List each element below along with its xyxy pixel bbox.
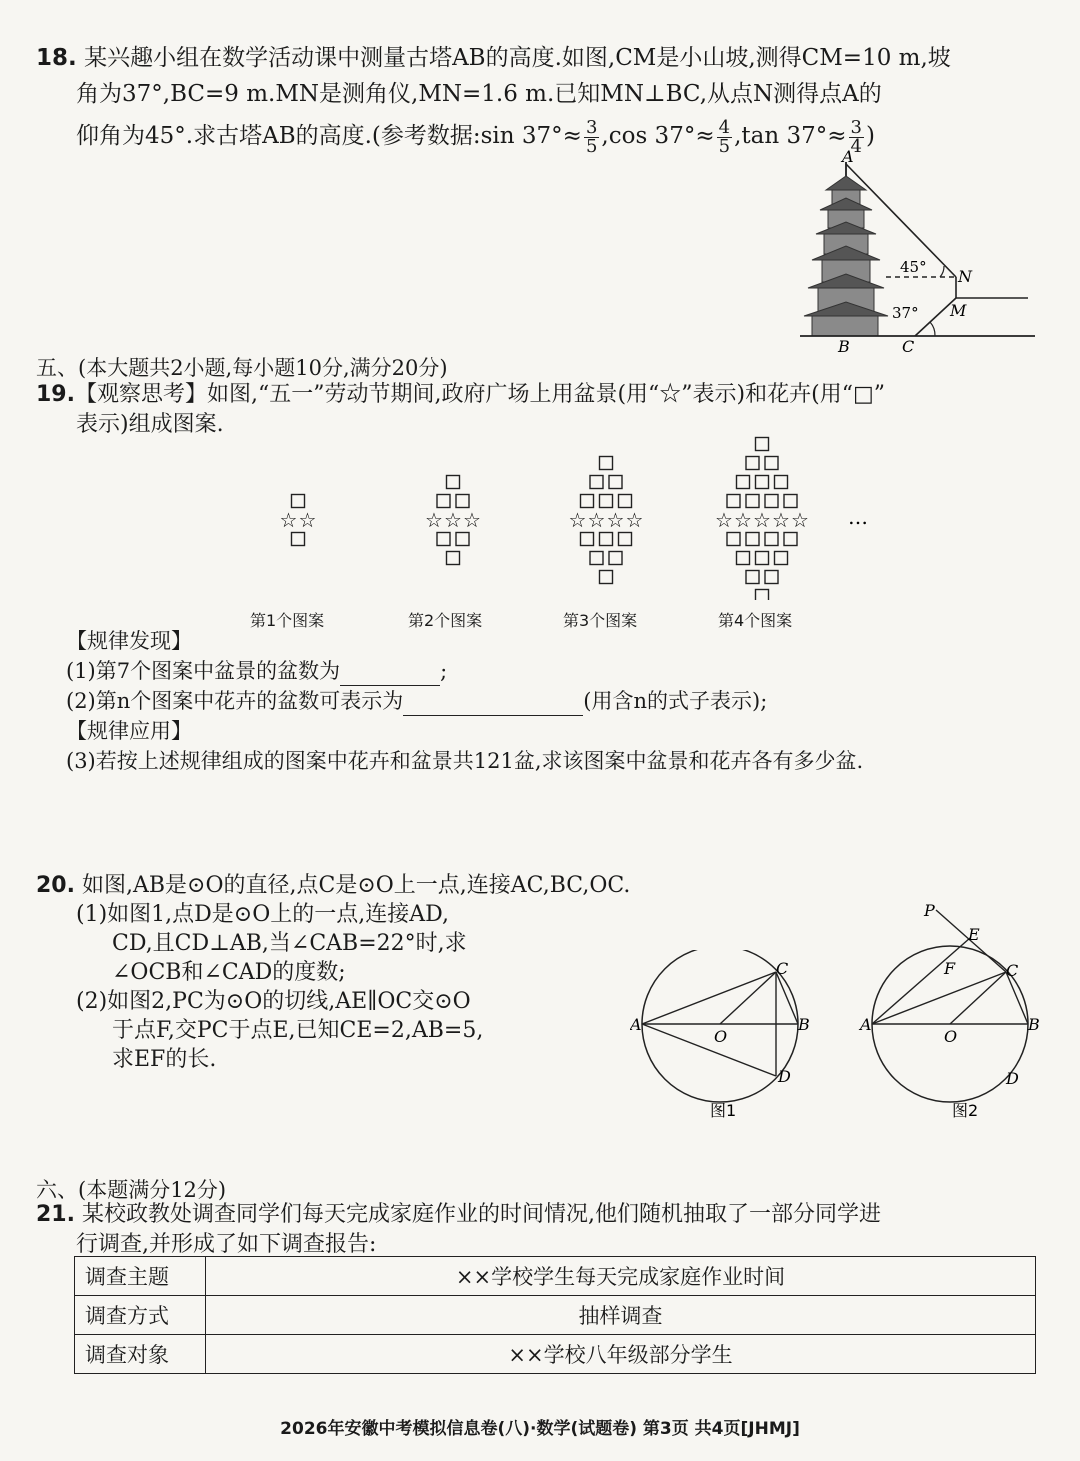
rule-application-title: 【规律应用】 xyxy=(66,719,192,743)
caption-pattern-4: 第4个图案 xyxy=(718,611,793,630)
flower-square xyxy=(784,533,797,546)
angle-45-arc xyxy=(940,266,944,277)
flower-square xyxy=(609,552,622,565)
q18-line1: 18. 某兴趣小组在数学活动课中测量古塔AB的高度.如图,CM是小山坡,测得CM=10 m,坡 xyxy=(36,45,951,71)
star-planter: ☆ xyxy=(606,508,625,532)
star-planter: ☆ xyxy=(791,508,809,532)
q18-number: 18. xyxy=(36,45,77,71)
fig1-caption: 图1 xyxy=(710,1101,737,1120)
star-planter: ☆ xyxy=(734,508,752,532)
pattern-ellipsis: … xyxy=(848,505,868,529)
flower-square xyxy=(765,495,778,508)
pagoda-figure xyxy=(790,150,1050,360)
flower-square xyxy=(619,495,632,508)
star-planter: ☆ xyxy=(753,508,771,532)
flower-square xyxy=(600,495,613,508)
q20-number: 20. xyxy=(36,873,75,898)
q19-text: 19.【观察思考】如图,“五一”劳动节期间,政府广场上用盆景(用“☆”表示)和花卉(用“□” 表示)组成图案. xyxy=(36,382,885,437)
q21-text: 21. 某校政教处调查同学们每天完成家庭作业的时间情况,他们随机抽取了一部分同学进 行调查,并形成了如下调查报告: xyxy=(36,1202,881,1257)
flower-square xyxy=(765,571,778,584)
flower-square xyxy=(581,533,594,546)
flower-square xyxy=(590,552,603,565)
fig1-label-d: D xyxy=(778,1067,791,1086)
q18-line2: 角为37°,BC=9 m.MN是测角仪,MN=1.6 m.已知MN⊥BC,从点N测得点A的 xyxy=(76,81,882,107)
flower-square xyxy=(737,476,750,489)
label-m: M xyxy=(950,301,967,320)
label-37: 37° xyxy=(892,304,919,322)
q20-parts: (1)如图1,点D是⊙O上的一点,连接AD, CD,且CD⊥AB,当∠CAB=22°时,求 ∠OCB和∠CAD的度数; (2)如图2,PC为⊙O的切线,AE∥OC交⊙O 于点F,交PC于点E,已知CE=2,AB=5, 求EF的长. xyxy=(76,902,484,1072)
star-planter: ☆ xyxy=(772,508,790,532)
star-planter: ☆ xyxy=(279,508,298,532)
flower-square xyxy=(727,533,740,546)
fig1-label-a: A xyxy=(630,1015,642,1034)
fig2-label-f: F xyxy=(944,959,956,978)
table-value: ××学校学生每天完成家庭作业时间 xyxy=(206,1257,1036,1296)
star-planter: ☆ xyxy=(425,508,443,532)
pattern-figures xyxy=(240,430,880,600)
sin-fraction: $\frac{3}{5}$ xyxy=(585,116,598,157)
answer-blank-2[interactable] xyxy=(403,693,583,716)
flower-square xyxy=(619,533,632,546)
table-value: ××学校八年级部分学生 xyxy=(206,1335,1036,1374)
q19-number: 19. xyxy=(36,382,75,407)
table-row xyxy=(75,1296,1036,1335)
table-value: 抽样调查 xyxy=(206,1296,1036,1335)
fig1-label-o: O xyxy=(714,1027,728,1046)
flower-square xyxy=(727,495,740,508)
fig2-label-b: B xyxy=(1028,1015,1040,1034)
star-planter: ☆ xyxy=(463,508,481,532)
flower-square xyxy=(756,590,769,601)
flower-square xyxy=(581,495,594,508)
flower-square xyxy=(609,476,622,489)
q18-text xyxy=(36,40,1046,156)
fig2-label-o: O xyxy=(944,1027,958,1046)
q18-line3: 仰角为45°.求古塔AB的高度.(参考数据:sin 37°≈ $\frac{3}{5}$ ,cos 37°≈ $\frac{4}{5}$ ,tan 37°≈ $\frac{3}{4}$ ) xyxy=(76,116,875,157)
tan-fraction: $\frac{3}{4}$ xyxy=(850,116,862,157)
survey-report-table xyxy=(74,1256,1036,1374)
fig1-label-b: B xyxy=(798,1015,810,1034)
table-key: 调查主题 xyxy=(75,1257,206,1296)
q19-parts xyxy=(66,626,1046,776)
fig2-label-c: C xyxy=(1006,961,1019,980)
angle-37-arc xyxy=(930,322,935,336)
star-planter: ☆ xyxy=(298,508,317,532)
flower-square xyxy=(756,552,769,565)
circle-figure-1 xyxy=(630,950,820,1120)
q21-number: 21. xyxy=(36,1202,75,1227)
rule-discovery-title: 【规律发现】 xyxy=(66,629,192,653)
caption-pattern-2: 第2个图案 xyxy=(408,611,483,630)
flower-square xyxy=(600,457,613,470)
flower-square xyxy=(746,533,759,546)
flower-square xyxy=(756,438,769,451)
label-45: 45° xyxy=(900,258,927,276)
star-planter: ☆ xyxy=(444,508,462,532)
cos-fraction: $\frac{4}{5}$ xyxy=(718,116,731,157)
label-b: B xyxy=(838,337,850,356)
flower-square xyxy=(765,533,778,546)
fig2-caption: 图2 xyxy=(952,1101,979,1120)
flower-square xyxy=(746,495,759,508)
star-planter: ☆ xyxy=(715,508,733,532)
fig2-label-e: E xyxy=(968,925,980,944)
label-a: A xyxy=(842,150,854,166)
flower-square xyxy=(456,533,469,546)
table-row xyxy=(75,1257,1036,1296)
flower-square xyxy=(456,495,469,508)
fig2-label-a: A xyxy=(860,1015,872,1034)
flower-square xyxy=(600,533,613,546)
fig2-label-d: D xyxy=(1006,1069,1019,1088)
fig1-label-c: C xyxy=(776,959,789,978)
flower-square xyxy=(746,571,759,584)
flower-square xyxy=(447,476,460,489)
table-key: 调查方式 xyxy=(75,1296,206,1335)
table-row xyxy=(75,1335,1036,1374)
caption-pattern-1: 第1个图案 xyxy=(250,611,325,630)
flower-square xyxy=(437,533,450,546)
pagoda-illustration xyxy=(804,162,888,336)
section-6-heading: 六、(本题满分12分) xyxy=(36,1178,227,1202)
flower-square xyxy=(737,552,750,565)
flower-square xyxy=(784,495,797,508)
label-c: C xyxy=(902,337,915,356)
flower-square xyxy=(590,476,603,489)
q19-part1: (1)第7个图案中盆景的盆数为 ; xyxy=(66,656,1046,686)
table-key: 调查对象 xyxy=(75,1335,206,1374)
page-footer: 2026年安徽中考模拟信息卷(八)·数学(试题卷) 第3页 共4页[JHMJ] xyxy=(280,1419,800,1439)
flower-square xyxy=(437,495,450,508)
flower-square xyxy=(292,495,305,508)
flower-square xyxy=(775,552,788,565)
q20-text: 20. 如图,AB是⊙O的直径,点C是⊙O上一点,连接AC,BC,OC. xyxy=(36,873,631,898)
q19-part2: (2)第n个图案中花卉的盆数可表示为 (用含n的式子表示); xyxy=(66,686,1046,716)
star-planter: ☆ xyxy=(625,508,644,532)
fig2-label-p: P xyxy=(924,901,935,920)
flower-square xyxy=(775,476,788,489)
flower-square xyxy=(765,457,778,470)
flower-square xyxy=(756,476,769,489)
star-planter: ☆ xyxy=(568,508,587,532)
answer-blank-1[interactable] xyxy=(340,663,440,686)
flower-square xyxy=(292,533,305,546)
label-n: N xyxy=(958,267,972,286)
flower-square xyxy=(447,552,460,565)
q19-part3: (3)若按上述规律组成的图案中花卉和盆景共121盆,求该图案中盆景和花卉各有多少盆. xyxy=(66,749,864,773)
circle-figure-2 xyxy=(858,898,1048,1120)
caption-pattern-3: 第3个图案 xyxy=(563,611,638,630)
flower-square xyxy=(600,571,613,584)
star-planter: ☆ xyxy=(587,508,606,532)
flower-square xyxy=(746,457,759,470)
section-5-heading: 五、(本大题共2小题,每小题10分,满分20分) xyxy=(36,356,448,380)
